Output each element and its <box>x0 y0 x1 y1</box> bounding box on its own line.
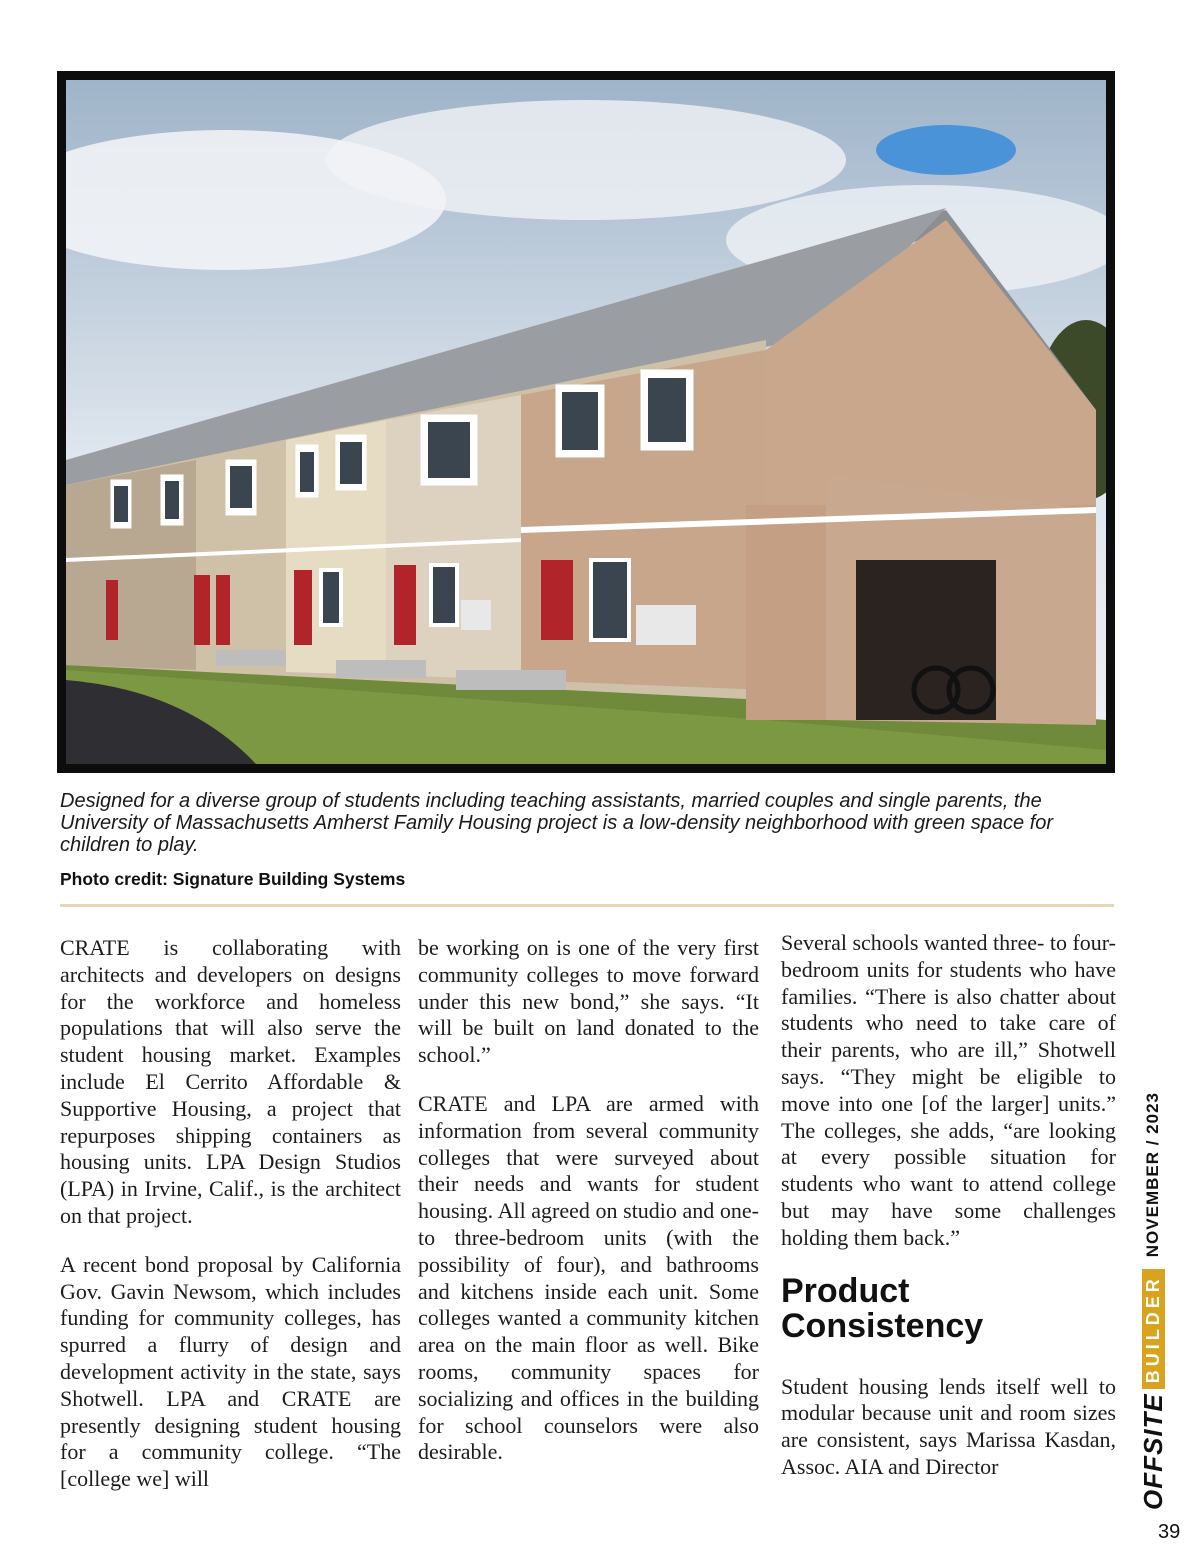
section-heading: Product Consistency <box>781 1271 984 1345</box>
paragraph: be working on is one of the very first community colleges to move forward under this new bond,” she says. “It will be built on land donated to the school.” <box>418 935 759 1068</box>
brand-offsite: OFFSITE <box>1137 1393 1168 1510</box>
paragraph: CRATE and LPA are armed with information from several community colleges that were surveyed about their needs and wants for student housing. All agreed on studio and one- to three-bedroom units (with the possibility of four), and bathrooms and kitchens inside each unit. Some colleges wanted a community kitchen area on the main floor as well. Bike rooms, community spaces for socializing and offices in the building for school counselors were also desirable. <box>418 1090 759 1465</box>
issue-date: NOVEMBER / 2023 <box>1143 1091 1162 1258</box>
article-column-3 <box>781 930 1116 1503</box>
photo-credit: Photo credit: Signature Building Systems <box>60 869 406 889</box>
article-column-2 <box>418 935 759 1488</box>
caption-divider <box>60 904 1114 907</box>
paragraph: Several schools wanted three- to four-bedroom units for students who have families. “There is also chatter about students who need to take care of their parents, who are ill,” Shotwell says. “They might be eligible to move into one [of the larger] units.” The colleges, she adds, “are looking at every possible situation for students who want to attend college but may have some challenges holding them back.” <box>781 930 1116 1250</box>
magazine-sidebar <box>1133 1091 1173 1520</box>
photo-caption: Designed for a diverse group of students including teaching assistants, married couples and single parents, the University of Massachusetts Amherst Family Housing project is a low-density neighborhood with green space for children to play. <box>60 790 1054 856</box>
paragraph: CRATE is collaborating with architects and developers on designs for the workforce and homeless populations that will also serve the student housing market. Examples include El Cerrito Affordable & Supportive Housing, a project that repurposes shipping containers as housing units. LPA Design Studios (LPA) in Irvine, Calif., is the architect on that project. <box>60 935 401 1228</box>
page-number: 39 <box>1158 1521 1181 1543</box>
townhouse-photo-icon <box>66 80 1106 764</box>
brand-builder: BUILDER <box>1142 1269 1165 1389</box>
paragraph: Student housing lends itself well to modular because unit and room sizes are consistent, says Marissa Kasdan, Assoc. AIA and Director <box>781 1373 1116 1479</box>
article-photo <box>57 71 1115 773</box>
paragraph: A recent bond proposal by California Gov. Gavin Newsom, which includes funding for community colleges, has spurred a flurry of design and development activity in the state, says Shotwell. LPA and CRATE are presently designing student housing for a community college. “The [college we] will <box>60 1251 401 1492</box>
article-column-1 <box>60 935 401 1515</box>
